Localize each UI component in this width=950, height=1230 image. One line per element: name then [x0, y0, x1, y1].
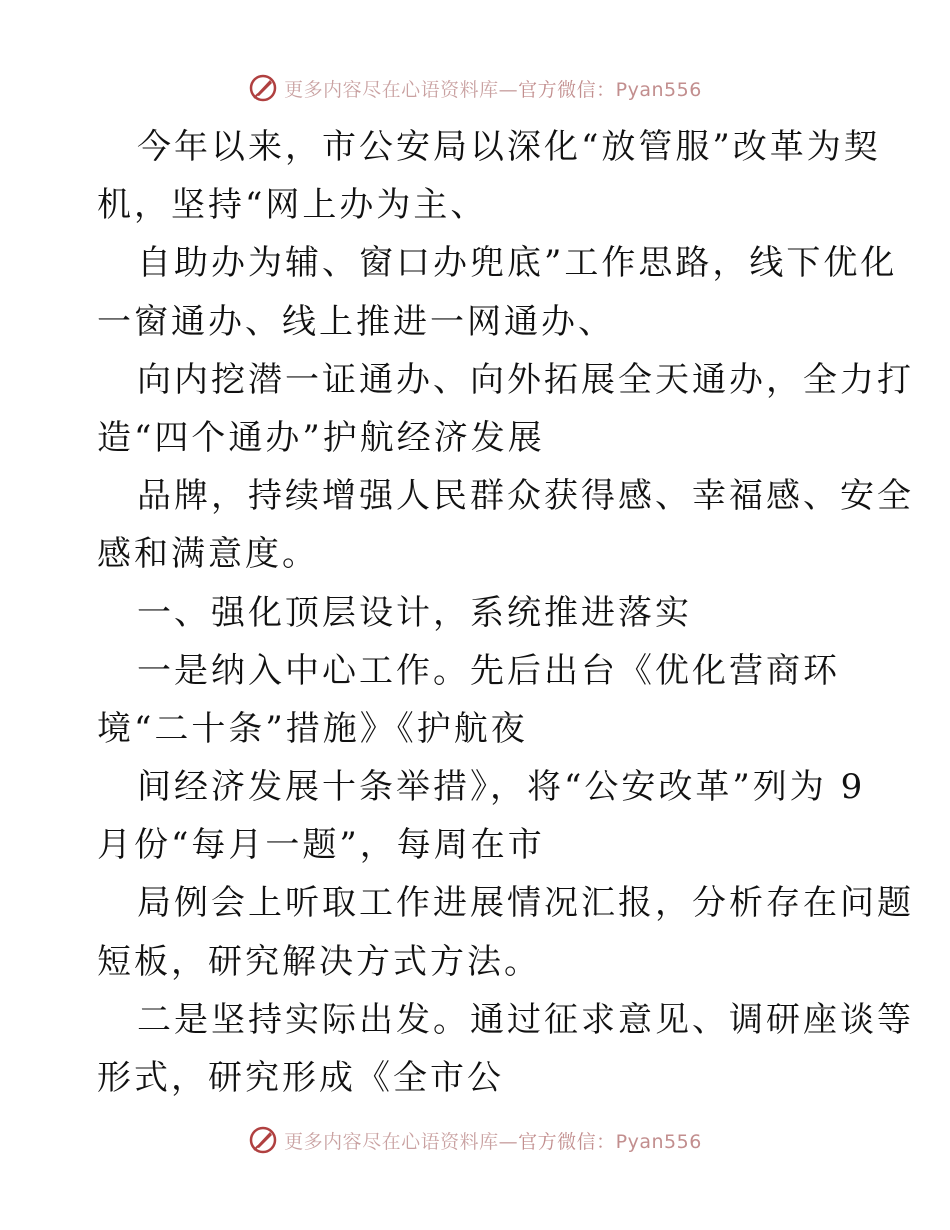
header-site-text: 更多内容尽在心语资料库 — [284, 78, 499, 101]
body-text-line: 局例会上听取工作进展情况汇报，分析存在问题 — [137, 883, 914, 924]
body-text-line: 短板，研究解决方式方法。 — [97, 941, 541, 982]
body-text-line: 今年以来，市公安局以深化“放管服”改革为契 — [137, 127, 881, 167]
footer-watermark-banner — [0, 1120, 950, 1160]
body-text-line: 向内挖潜一证通办、向外拓展全天通办，全力打 — [137, 359, 914, 400]
body-text-line: 二是坚持实际出发。通过征求意见、调研座谈等 — [137, 999, 914, 1040]
body-text-line: 一、强化顶层设计，系统推进落实 — [137, 592, 692, 633]
body-text-line: 品牌，持续增强人民群众获得感、幸福感、安全 — [137, 476, 914, 517]
body-text-line: 感和满意度。 — [97, 534, 319, 575]
body-text-line: 间经济发展十条举措》，将“公安改革”列为 9 — [137, 767, 866, 808]
footer-dash: — — [498, 1130, 519, 1153]
document-body — [97, 118, 914, 1107]
header-watermark-banner — [0, 68, 950, 108]
body-text-line: 机，坚持“网上办为主、 — [97, 185, 488, 226]
body-text-line: 境“二十条”措施》《护航夜 — [97, 708, 528, 749]
footer-banner-text — [284, 1127, 702, 1154]
body-text-line: 自助办为辅、窗口办兜底”工作思路，线下优化 — [137, 243, 898, 284]
header-dash: — — [498, 78, 519, 101]
quill-logo-icon — [248, 73, 278, 103]
header-banner-text — [284, 75, 702, 102]
body-text-line: 一窗通办、线上推进一网通办、 — [97, 301, 615, 342]
footer-wechat-text: 官方微信：Pyan556 — [518, 1130, 702, 1153]
body-text-line: 月份“每月一题”，每周在市 — [97, 825, 545, 866]
header-wechat-text: 官方微信：Pyan556 — [518, 78, 702, 101]
body-text-line: 形式，研究形成《全市公 — [97, 1058, 504, 1098]
body-text-line: 造“四个通办”护航经济发展 — [97, 417, 545, 458]
quill-logo-icon — [248, 1125, 278, 1155]
body-text-line: 一是纳入中心工作。先后出台《优化营商环 — [137, 650, 840, 691]
footer-site-text: 更多内容尽在心语资料库 — [284, 1130, 499, 1153]
